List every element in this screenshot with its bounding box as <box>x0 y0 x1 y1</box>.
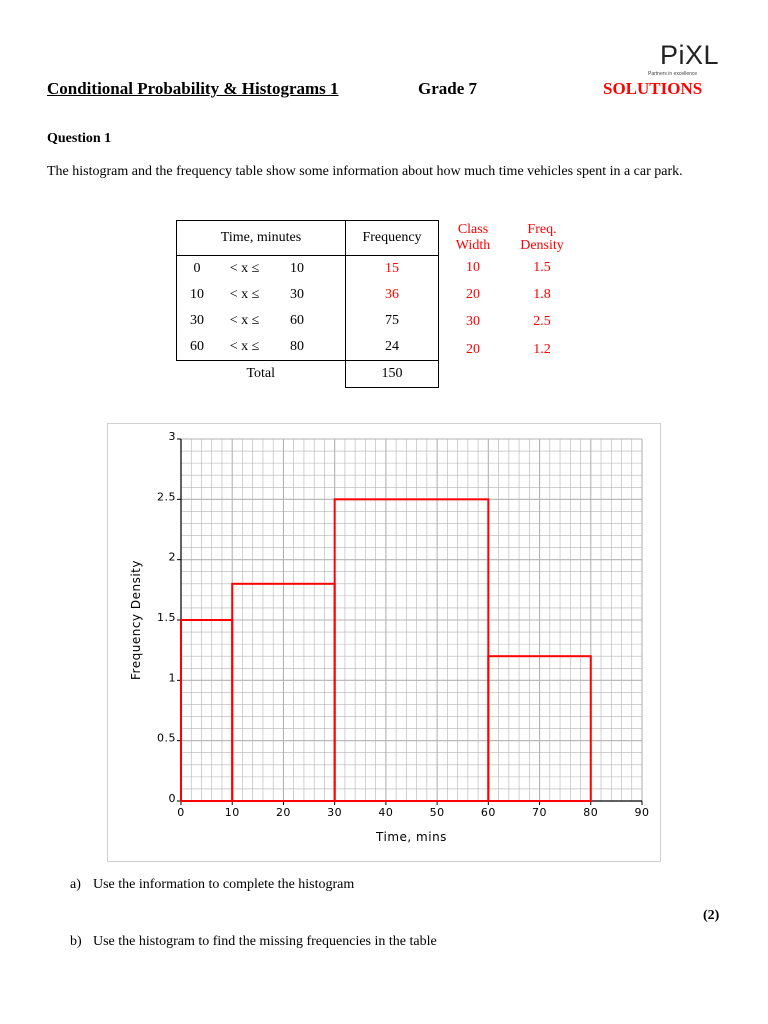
table-row <box>177 256 439 283</box>
table-row <box>177 334 439 361</box>
grade-label: Grade 7 <box>418 79 478 98</box>
x-axis-label: Time, mins <box>376 830 447 844</box>
pixl-tagline: Partners in excellence <box>648 71 698 77</box>
frequency-table <box>176 220 439 388</box>
range-high: 80 <box>290 339 304 354</box>
solutions-label: SOLUTIONS <box>603 79 703 98</box>
freq-density-cell: 1.5 <box>533 260 551 275</box>
question-intro: The histogram and the frequency table show some information about how much time vehicles spent in a car park. <box>47 164 683 179</box>
x-tick-label: 10 <box>224 806 240 819</box>
range-op: < x ≤ <box>229 287 260 302</box>
part-a-text: Use the information to complete the histogram <box>93 877 355 892</box>
frequency-cell: 36 <box>346 282 439 308</box>
frequency-cell: 15 <box>346 256 439 283</box>
y-tick-label: 0 <box>168 792 176 805</box>
header-frequency: Frequency <box>346 221 439 256</box>
x-tick-label: 0 <box>177 806 185 819</box>
range-low: 10 <box>190 287 204 302</box>
total-label: Total <box>246 366 276 382</box>
class-width-cell: 30 <box>466 314 480 329</box>
frequency-cell: 75 <box>346 308 439 334</box>
table-row <box>177 308 439 334</box>
freq-density-cell: 1.2 <box>533 342 551 357</box>
histogram-bar <box>181 620 232 801</box>
header-time: Time, minutes <box>177 221 346 256</box>
y-tick-label: 2.5 <box>157 490 176 504</box>
histogram-bar <box>335 499 489 801</box>
worksheet-title: Conditional Probability & Histograms 1 <box>47 79 339 98</box>
y-tick-label: 2 <box>168 550 176 564</box>
y-tick-label: 0.5 <box>157 731 176 745</box>
class-width-cell: 10 <box>466 260 480 275</box>
pixl-logo: PiXL <box>660 40 720 70</box>
class-width-cell: 20 <box>466 287 480 302</box>
histogram-frame <box>107 423 661 862</box>
table-row <box>177 282 439 308</box>
range-high: 60 <box>290 313 304 328</box>
part-b-text: Use the histogram to find the missing frequencies in the table <box>93 934 437 949</box>
y-tick-label: 1.5 <box>157 611 176 624</box>
class-width-cell: 20 <box>466 342 480 357</box>
y-tick-label: 1 <box>168 671 176 685</box>
x-tick-label: 60 <box>480 806 496 819</box>
total-row <box>177 361 439 388</box>
frequency-cell: 24 <box>346 334 439 361</box>
freq-density-cell: 1.8 <box>533 287 551 302</box>
range-low: 30 <box>190 313 204 328</box>
question-heading: Question 1 <box>47 131 112 146</box>
y-axis-label: Frequency Density <box>129 560 143 680</box>
range-op: < x ≤ <box>229 313 260 328</box>
x-tick-label: 80 <box>583 806 599 819</box>
y-tick-label: 3 <box>168 430 176 443</box>
table-header-row <box>177 221 439 256</box>
range-high: 30 <box>290 287 304 302</box>
freq-density-header: Freq. Density <box>520 222 564 253</box>
x-tick-label: 90 <box>634 806 650 819</box>
part-a-marks: (2) <box>703 908 720 923</box>
range-high: 10 <box>290 261 304 276</box>
class-width-header: Class Width <box>455 222 491 253</box>
part-a-marker: a) <box>70 877 81 892</box>
part-b-marker: b) <box>70 934 82 949</box>
range-op: < x ≤ <box>229 261 260 276</box>
range-low: 60 <box>190 339 204 354</box>
x-tick-label: 50 <box>429 806 445 819</box>
x-tick-label: 20 <box>275 806 291 819</box>
x-tick-label: 40 <box>378 806 394 819</box>
x-tick-label: 30 <box>327 806 343 819</box>
histogram-chart <box>108 424 660 861</box>
x-tick-label: 70 <box>532 806 548 819</box>
range-low: 0 <box>193 261 201 276</box>
range-op: < x ≤ <box>229 339 260 354</box>
freq-density-cell: 2.5 <box>533 314 551 329</box>
total-value: 150 <box>346 361 439 388</box>
